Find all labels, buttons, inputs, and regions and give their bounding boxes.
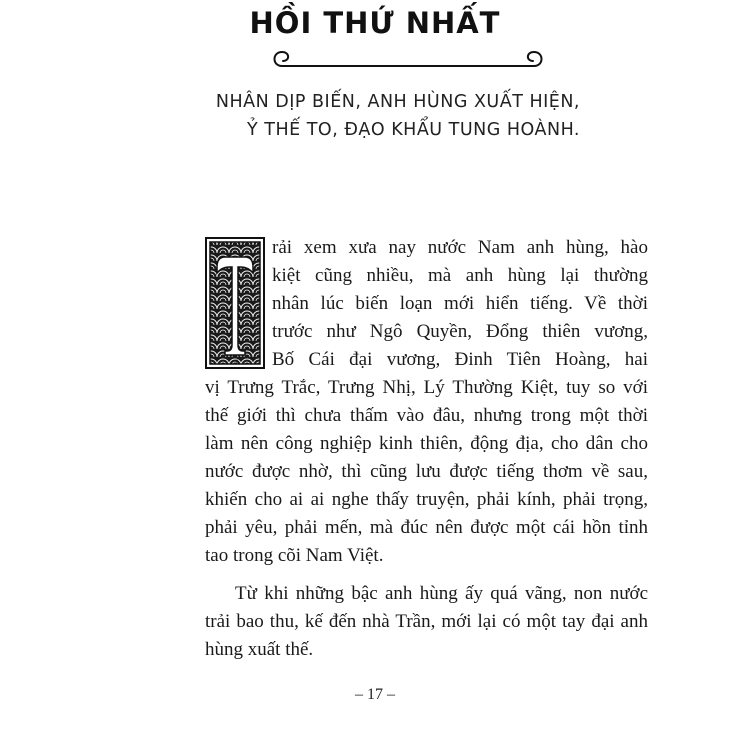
body-text-line: nhân lúc biến loạn mới hiển tiếng. Về thời — [272, 293, 648, 314]
drop-cap-letter: T — [235, 360, 239, 365]
body-text-line: phải yêu, phải mến, mà đúc nên được một cái hồn tỉnh — [205, 517, 648, 538]
body-text-line: vị Trưng Trắc, Trưng Nhị, Lý Thường Kiệt, tuy so với — [205, 377, 648, 398]
subtitle-line: Ỷ THẾ TO, ĐẠO KHẨU TUNG HOÀNH. — [247, 120, 580, 140]
body-text-line: rải xem xưa nay nước Nam anh hùng, hào — [272, 237, 648, 258]
chapter-subtitle — [150, 88, 580, 144]
body-text-line: trước như Ngô Quyền, Đổng thiên vương, — [272, 321, 648, 342]
body-text-line: hùng xuất thế. — [205, 639, 314, 660]
body-text-line: tao trong cõi Nam Việt. — [205, 545, 384, 566]
body-text-line: Bố Cái đại vương, Đinh Tiên Hoàng, hai — [272, 349, 648, 370]
title-ornament-divider — [268, 44, 548, 76]
body-text-line: thế giới thì chưa thấm vào đâu, nhưng trong một thời — [205, 405, 648, 426]
body-text-line: kiệt cũng nhiều, mà anh hùng lại thường — [272, 265, 648, 286]
subtitle-line: NHÂN DỊP BIẾN, ANH HÙNG XUẤT HIỆN, — [215, 92, 580, 112]
chapter-title: HỒI THỨ NHẤT — [249, 6, 501, 40]
body-text-line: nước được nhờ, thì cũng lưu được tiếng thơm về sau, — [205, 461, 648, 482]
body-text-line: trải bao thu, kế đến nhà Trần, mới lại có một tay đại anh — [205, 611, 648, 632]
page-number: – 17 – — [355, 686, 395, 703]
body-text-line: Từ khi những bậc anh hùng ấy quá vãng, non nước — [235, 583, 648, 604]
body-text-line: làm nên công nghiệp kinh thiên, động địa, cho dân cho — [205, 433, 648, 454]
drop-cap-ornament — [205, 237, 265, 369]
body-text-line: khiến cho ai ai nghe thấy truyện, phải kính, phải trọng, — [205, 489, 648, 510]
